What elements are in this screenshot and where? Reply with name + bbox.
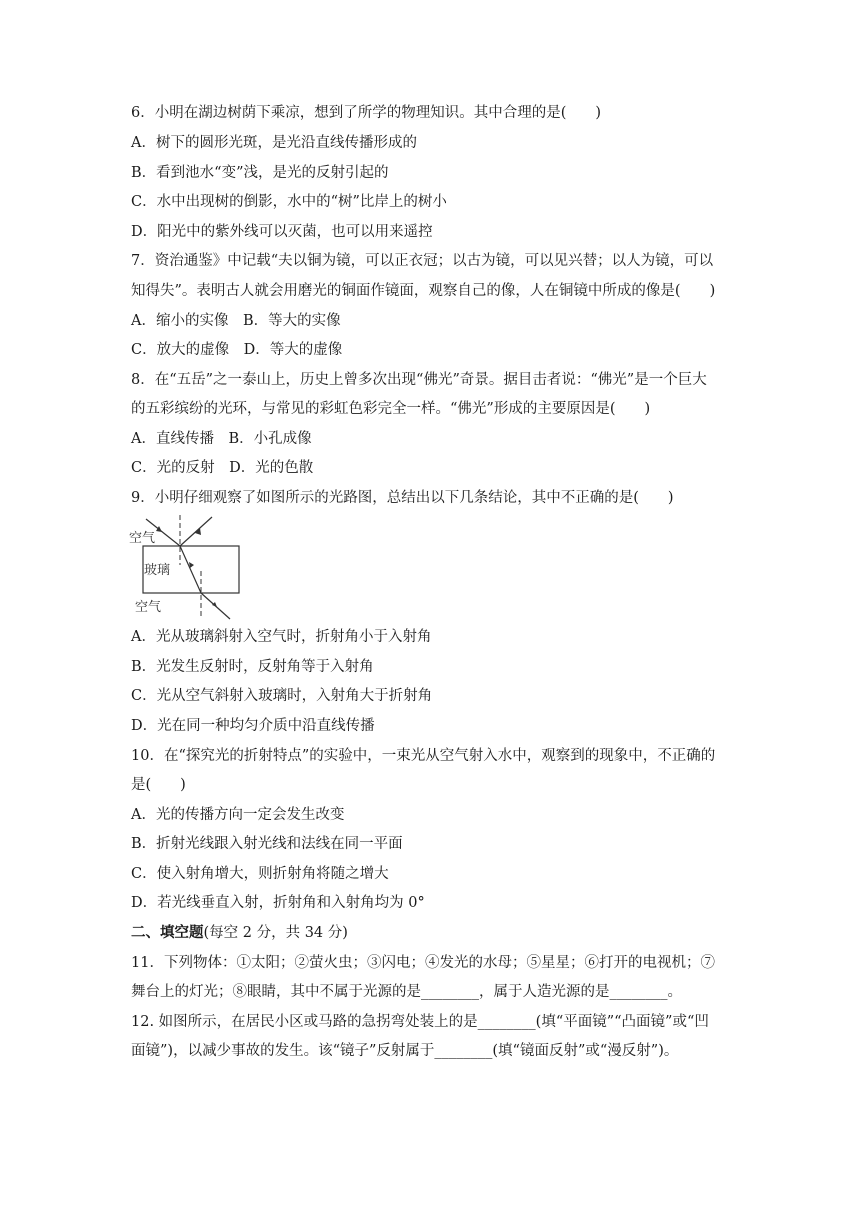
q8-options-cd: C．光的反射 D．光的色散 [131,460,314,476]
label-air-bottom: 空气 [135,600,162,615]
label-glass: 玻璃 [144,563,171,578]
q11-line2: 舞台上的灯光；⑧眼睛，其中不属于光源的是________，属于人造光源的是________。 [131,984,682,1000]
q6-stem: 6．小明在湖边树荫下乘凉，想到了所学的物理知识。其中合理的是( ) [131,105,602,121]
refracted-ray [180,546,201,593]
q10-option-b: B．折射光线跟入射光线和法线在同一平面 [131,836,403,852]
label-air-top: 空气 [129,531,156,546]
q10-stem-line1: 10．在“探究光的折射特点”的实验中，一束光从空气射入水中，观察到的现象中，不正确的 [131,748,716,764]
q6-option-a: A．树下的圆形光斑，是光沿直线传播形成的 [131,135,417,151]
q7-options-ab: A．缩小的实像 B．等大的实像 [131,313,341,329]
q12-line1: 12. 如图所示，在居民小区或马路的急拐弯处装上的是________(填“平面镜”“凸面镜”或“凹 [131,1014,709,1030]
reflected-ray [180,517,212,546]
q7-options-cd: C．放大的虚像 D．等大的虚像 [131,342,343,358]
q9-stem: 9．小明仔细观察了如图所示的光路图，总结出以下几条结论，其中不正确的是( ) [131,490,674,506]
q8-options-ab: A．直线传播 B．小孔成像 [131,431,312,447]
q6-option-d: D．阳光中的紫外线可以灭菌，也可以用来遥控 [131,224,433,240]
q10-option-c: C．使入射角增大，则折射角将随之增大 [131,866,389,882]
q8-stem-line2: 的五彩缤纷的光环，与常见的彩虹色彩完全一样。“佛光”形成的主要原因是( ) [131,401,651,417]
q9-option-b: B．光发生反射时，反射角等于入射角 [131,659,374,675]
refraction-diagram [126,515,246,625]
q12-line2: 面镜”)，以减少事故的发生。该“镜子”反射属于________(填“镜面反射”或“漫反射”)。 [131,1043,679,1059]
q9-option-d: D．光在同一种均匀介质中沿直线传播 [131,718,375,734]
q10-stem-line2: 是( ) [131,777,186,793]
q9-option-a: A．光从玻璃斜射入空气时，折射角小于入射角 [131,629,432,645]
section-title: 二、填空题 [131,924,204,941]
q8-stem-line1: 8．在“五岳”之一泰山上，历史上曾多次出现“佛光”奇景。据目击者说：“佛光”是一个巨大 [131,372,707,388]
q10-option-a: A．光的传播方向一定会发生改变 [131,807,345,823]
q11-line1: 11．下列物体：①太阳；②萤火虫；③闪电；④发光的水母；⑤星星；⑥打开的电视机；⑦ [131,955,715,971]
q6-option-b: B．看到池水“变”浅，是光的反射引起的 [131,165,389,181]
q9-option-c: C．光从空气斜射入玻璃时，入射角大于折射角 [131,688,433,704]
q10-option-d: D．若光线垂直入射，折射角和入射角均为 0° [131,895,425,911]
section-note: (每空 2 分，共 34 分) [203,925,348,941]
q7-stem-line1: 7．资治通鉴》中记载“夫以铜为镜，可以正衣冠；以古为镜，可以见兴替；以人为镜，可以 [131,253,714,269]
section-heading [131,923,348,943]
q6-option-c: C．水中出现树的倒影，水中的“树”比岸上的树小 [131,194,447,210]
q7-stem-line2: 知得失”。表明古人就会用磨光的铜面作镜面，观察自己的像，人在铜镜中所成的像是( ) [131,283,716,299]
